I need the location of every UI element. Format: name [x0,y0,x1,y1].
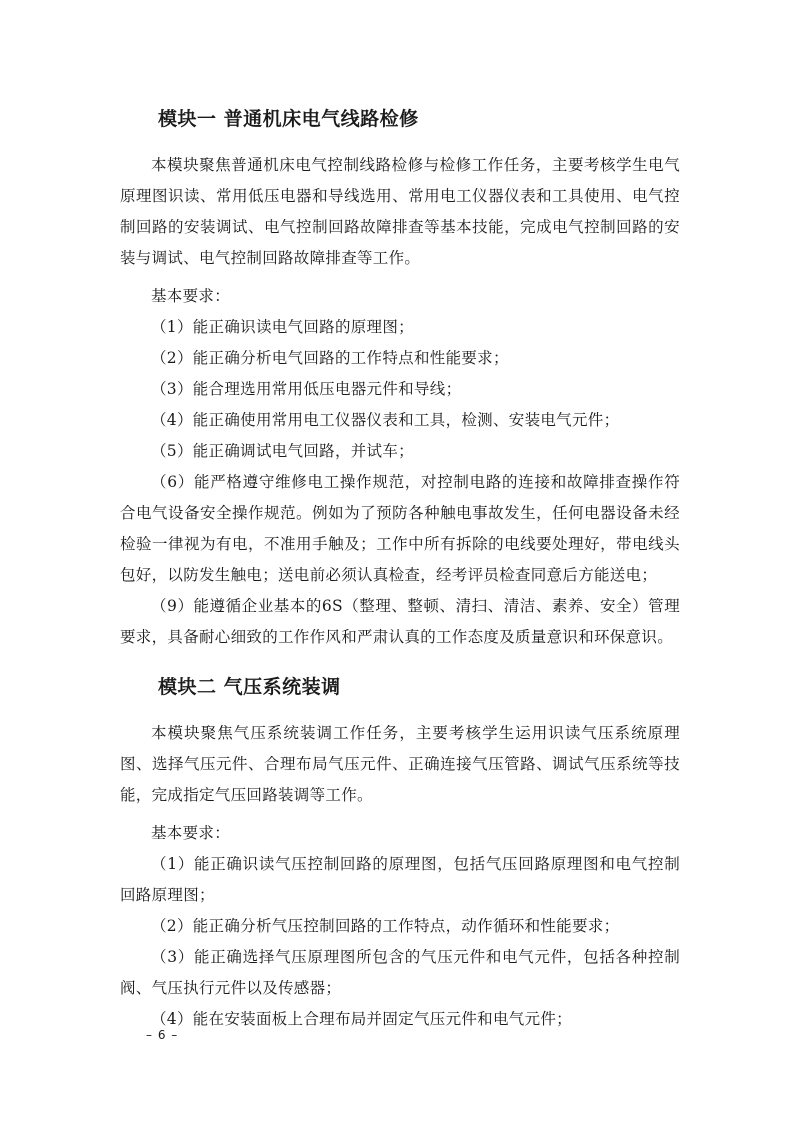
module2-item-3: （3）能正确选择气压原理图所包含的气压元件和电气元件，包括各种控制阀、气压执行元件以及传感器； [120,948,680,997]
module2-item-1: （1）能正确识读气压控制回路的原理图，包括气压回路原理图和电气控制回路原理图； [120,855,680,904]
module2-heading: 模块二 气压系统装调 [158,676,341,698]
module1-item-9: （9）能遵循企业基本的6S（整理、整顿、清扫、清洁、素养、安全）管理要求，具备耐心细致的工作作风和严肃认真的工作态度及质量意识和环保意识。 [120,597,680,646]
module1-heading: 模块一 普通机床电气线路检修 [158,108,419,130]
module1-item-3: （3）能合理选用常用低压电器元件和导线； [151,380,462,398]
module2-intro: 本模块聚焦气压系统装调工作任务，主要考核学生运用识读气压系统原理图、选择气压元件、合理布局气压元件、正确连接气压管路、调试气压系统等技能，完成指定气压回路装调等工作。 [120,724,680,804]
module2-item-2: （2）能正确分析气压控制回路的工作特点，动作循环和性能要求； [151,917,620,935]
module1-item-2: （2）能正确分析电气回路的工作特点和性能要求； [151,349,509,367]
module1-requirements-label: 基本要求： [151,287,231,305]
module1-item-6: （6）能严格遵守维修电工操作规范，对控制电路的连接和故障排查操作符合电气设备安全操作规范。例如为了预防各种触电事故发生，任何电器设备未经检验一律视为有电，不准用手触及；工作中所有拆除的电线要处理好，带电线头包好，以防发生触电；送电前必须认真检查，经考评员检查同意后方能送电； [120,473,680,584]
module2-requirements-label: 基本要求： [151,824,231,842]
module1-item-1: （1）能正确识读电气回路的原理图； [151,318,414,336]
module1-item-4: （4）能正确使用常用电工仪器仪表和工具，检测、安装电气元件； [151,411,620,429]
module1-intro: 本模块聚焦普通机床电气控制线路检修与检修工作任务，主要考核学生电气原理图识读、常用低压电器和导线选用、常用电工仪器仪表和工具使用、电气控制回路的安装调试、电气控制回路故障排查等基本技能，完成电气控制回路的安装与调试、电气控制回路故障排查等工作。 [120,156,680,267]
module2-item-4: （4）能在安装面板上合理布局并固定气压元件和电气元件； [151,1010,572,1028]
module1-item-5: （5）能正确调试电气回路，并试车； [151,442,414,460]
page-number: – 6 – [146,1028,179,1042]
